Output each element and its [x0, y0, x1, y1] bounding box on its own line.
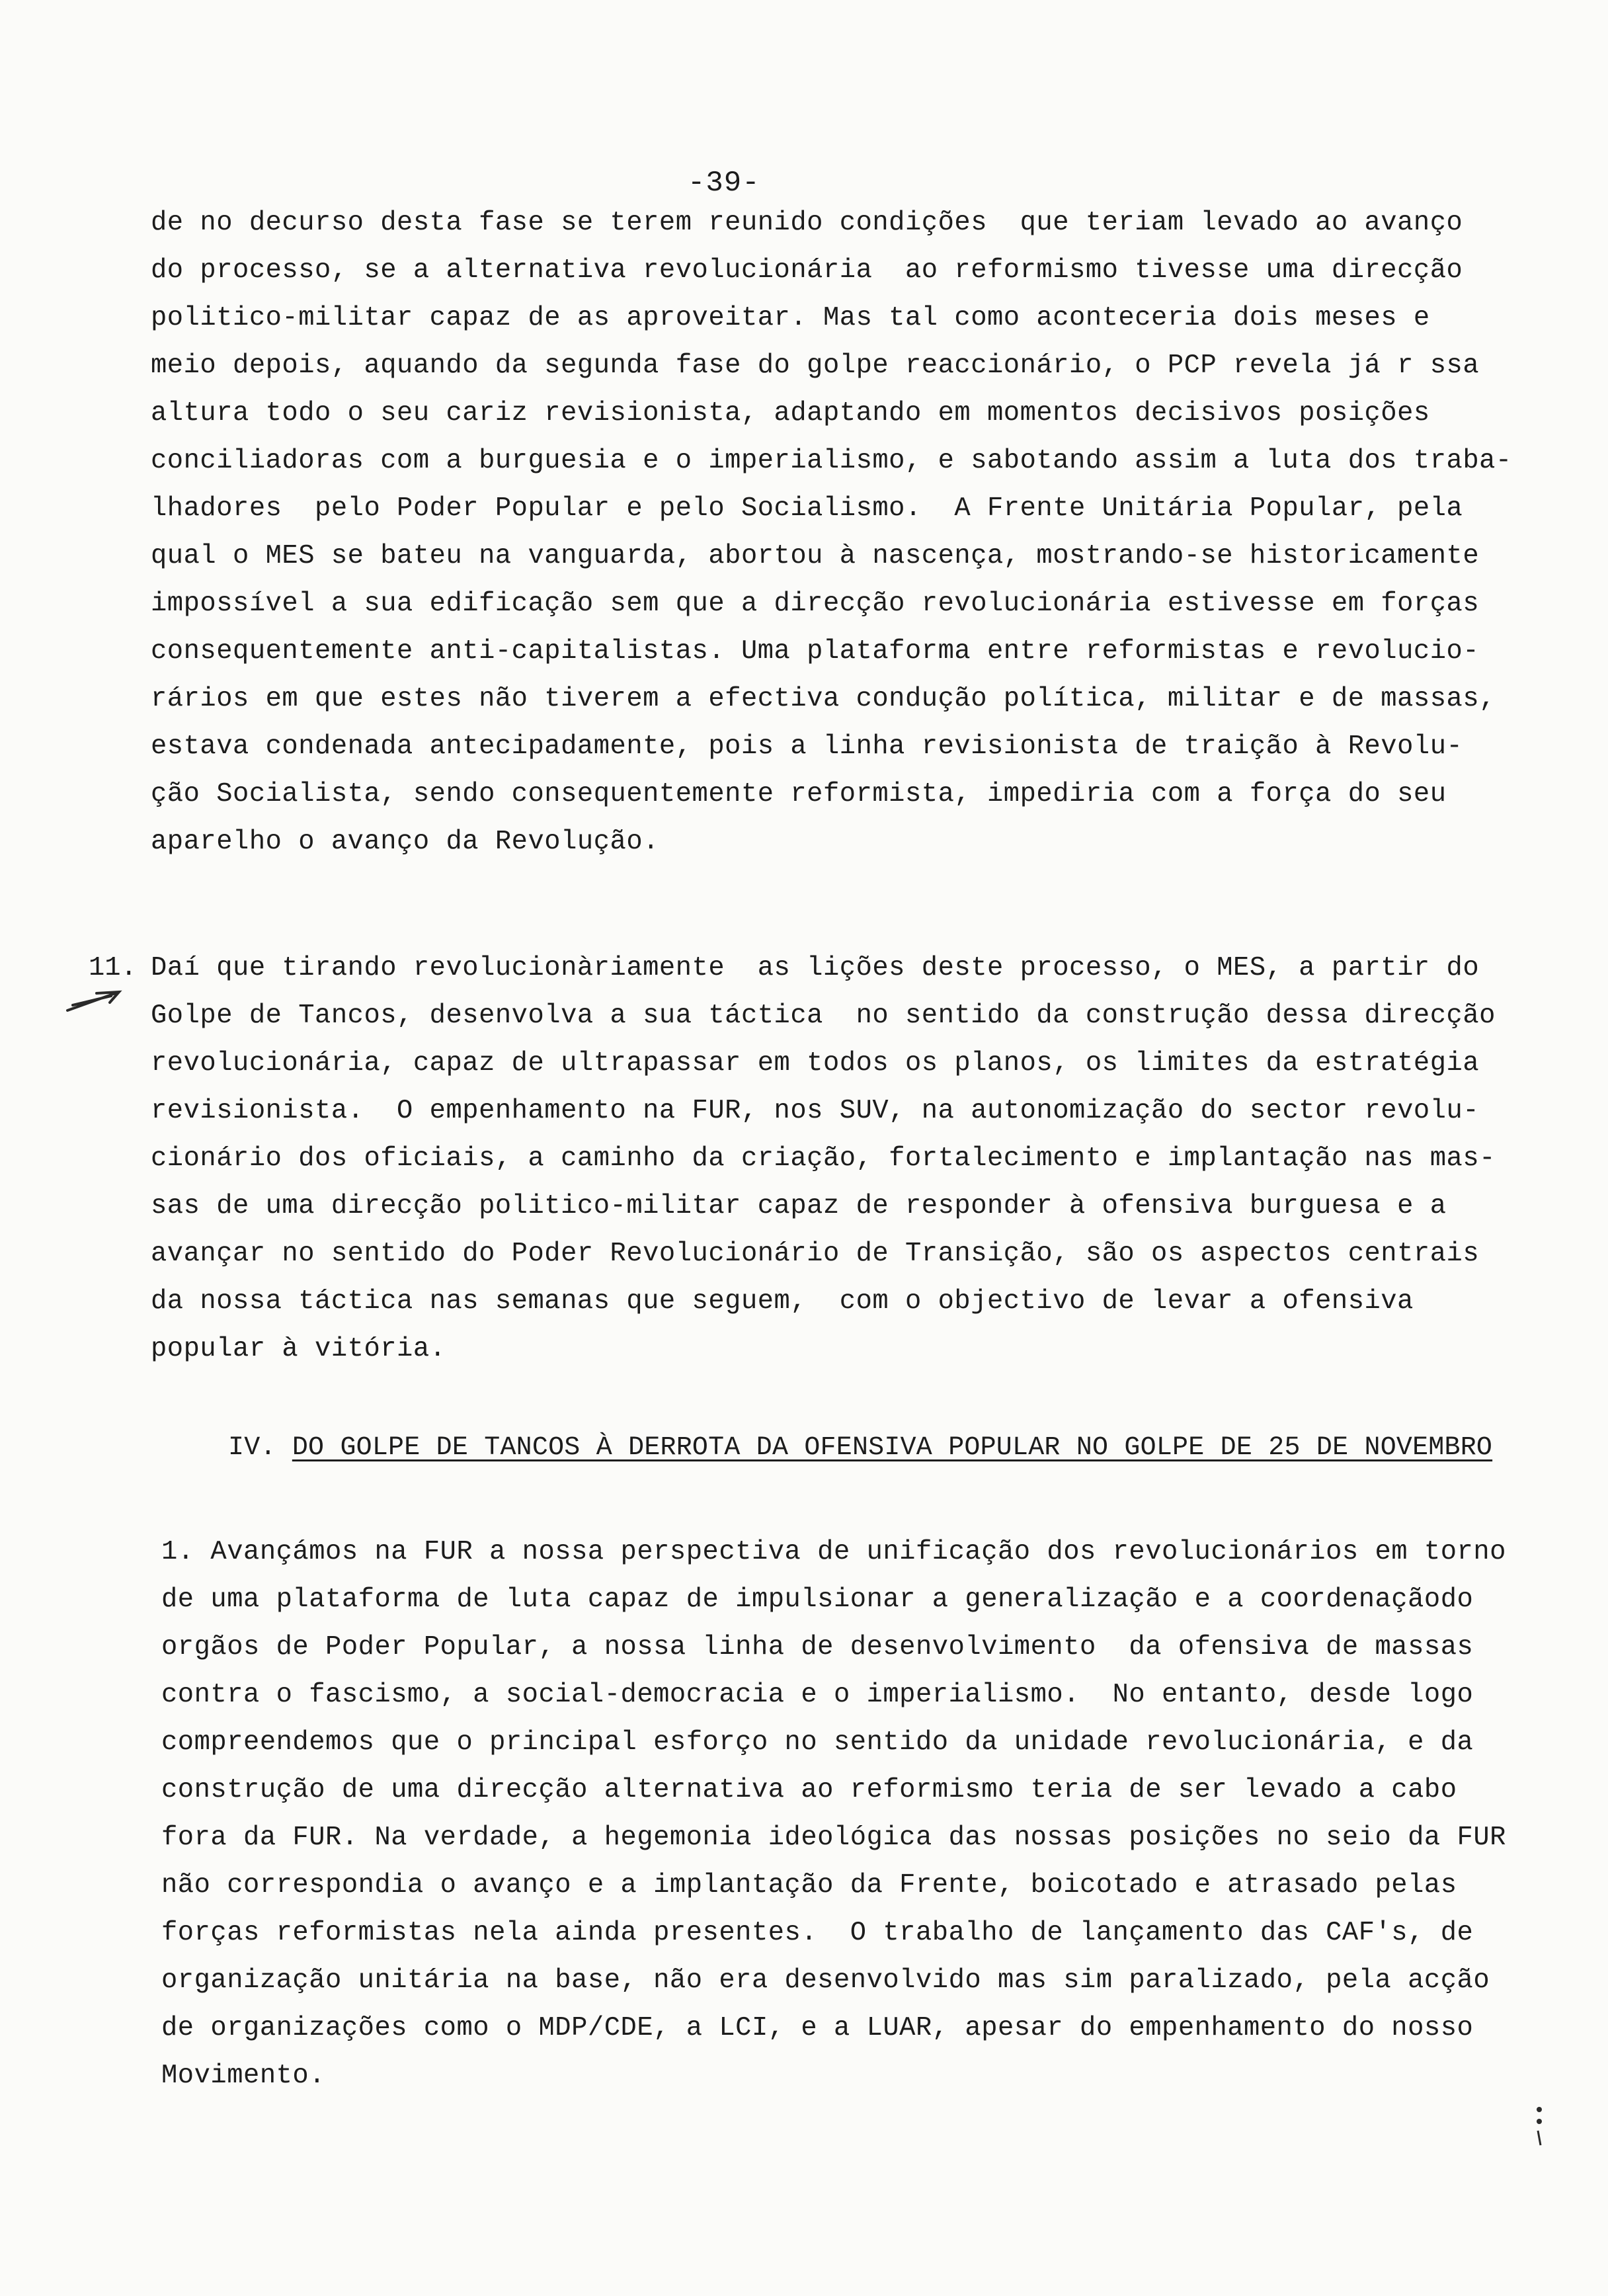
- paragraph-line: compreendemos que o principal esforço no sentido da unidade revolucionária, e da: [161, 1727, 1474, 1758]
- paragraph-line: politico-militar capaz de as aproveitar. Mas tal como aconteceria dois meses e: [151, 303, 1430, 333]
- paragraph-line: altura todo o seu cariz revisionista, adaptando em momentos decisivos posições: [151, 398, 1430, 429]
- paragraph-line: construção de uma direcção alternativa ao reformismo teria de ser levado a cabo: [161, 1775, 1457, 1805]
- paragraph-line: ção Socialista, sendo consequentemente reformista, impediria com a força do seu: [151, 779, 1447, 809]
- paragraph-line: organização unitária na base, não era desenvolvido mas sim paralizado, pela acção: [161, 1965, 1490, 1996]
- page-number: -39-: [688, 167, 760, 200]
- paragraph-line: da nossa táctica nas semanas que seguem, com o objectivo de levar a ofensiva: [151, 1286, 1414, 1317]
- paragraph-line: orgãos de Poder Popular, a nossa linha de desenvolvimento da ofensiva de massas: [161, 1632, 1474, 1662]
- paragraph-line: Daí que tirando revolucionàriamente as lições deste processo, o MES, a partir do: [151, 953, 1480, 983]
- paragraph-line: aparelho o avanço da Revolução.: [151, 827, 659, 857]
- paragraph-line: contra o fascismo, a social-democracia e o imperialismo. No entanto, desde logo: [161, 1680, 1474, 1710]
- paragraph-line: impossível a sua edificação sem que a direcção revolucionária estivesse em forças: [151, 589, 1480, 619]
- paragraph-line: de uma plataforma de luta capaz de impulsionar a generalização e a coordenaçãodo: [161, 1584, 1474, 1615]
- paragraph-line: sas de uma direcção politico-militar capaz de responder à ofensiva burguesa e a: [151, 1191, 1447, 1221]
- paragraph-line: popular à vitória.: [151, 1334, 446, 1364]
- paragraph-line: consequentemente anti-capitalistas. Uma plataforma entre reformistas e revolucio-: [151, 636, 1480, 667]
- paragraph-line: revolucionária, capaz de ultrapassar em todos os planos, os limites da estratégia: [151, 1048, 1480, 1079]
- paragraph-line: rários em que estes não tiverem a efectiva condução política, militar e de massas,: [151, 684, 1496, 714]
- paragraph-line: cionário dos oficiais, a caminho da criação, fortalecimento e implantação nas mas-: [151, 1143, 1496, 1174]
- paragraph-line: de organizações como o MDP/CDE, a LCI, e a LUAR, apesar do empenhamento do nosso: [161, 2013, 1474, 2043]
- section-number: 11.: [89, 953, 137, 983]
- paragraph-line: não correspondia o avanço e a implantação da Frente, boicotado e atrasado pelas: [161, 1870, 1457, 1901]
- paragraph-line: forças reformistas nela ainda presentes. O trabalho de lançamento das CAF's, de: [161, 1918, 1474, 1948]
- paragraph-line: meio depois, aquando da segunda fase do golpe reaccionário, o PCP revela já r ssa: [151, 350, 1480, 381]
- paragraph-line: lhadores pelo Poder Popular e pelo Socialismo. A Frente Unitária Popular, pela: [151, 493, 1463, 524]
- paragraph-line: qual o MES se bateu na vanguarda, abortou à nascença, mostrando-se historicamente: [151, 541, 1480, 571]
- paragraph-line: Golpe de Tancos, desenvolva a sua táctica no sentido da construção dessa direcção: [151, 1001, 1496, 1031]
- section-heading: [228, 1432, 1492, 1464]
- margin-arrow-mark: [63, 988, 123, 1014]
- section-heading-text: DO GOLPE DE TANCOS À DERROTA DA OFENSIVA POPULAR NO GOLPE DE 25 DE NOVEMBRO: [292, 1433, 1493, 1463]
- paragraph-line: estava condenada antecipadamente, pois a linha revisionista de traição à Revolu-: [151, 731, 1463, 762]
- paragraph-line: Movimento.: [161, 2061, 326, 2091]
- paragraph-line: conciliadoras com a burguesia e o imperialismo, e sabotando assim a luta dos traba-: [151, 446, 1512, 476]
- paragraph-line: 1. Avançámos na FUR a nossa perspectiva de unificação dos revolucionários em torno: [161, 1537, 1506, 1567]
- margin-dots-mark: [1533, 2104, 1546, 2151]
- paragraph-line: fora da FUR. Na verdade, a hegemonia ideológica das nossas posições no seio da FUR: [161, 1823, 1506, 1853]
- section-heading-prefix: IV.: [228, 1433, 292, 1463]
- paragraph-line: do processo, se a alternativa revolucionária ao reformismo tivesse uma direcção: [151, 255, 1463, 286]
- paragraph-line: avançar no sentido do Poder Revolucionário de Transição, são os aspectos centrais: [151, 1239, 1480, 1269]
- paragraph-line: revisionista. O empenhamento na FUR, nos SUV, na autonomização do sector revolu-: [151, 1096, 1480, 1126]
- paragraph-line: de no decurso desta fase se terem reunido condições que teriam levado ao avanço: [151, 208, 1463, 238]
